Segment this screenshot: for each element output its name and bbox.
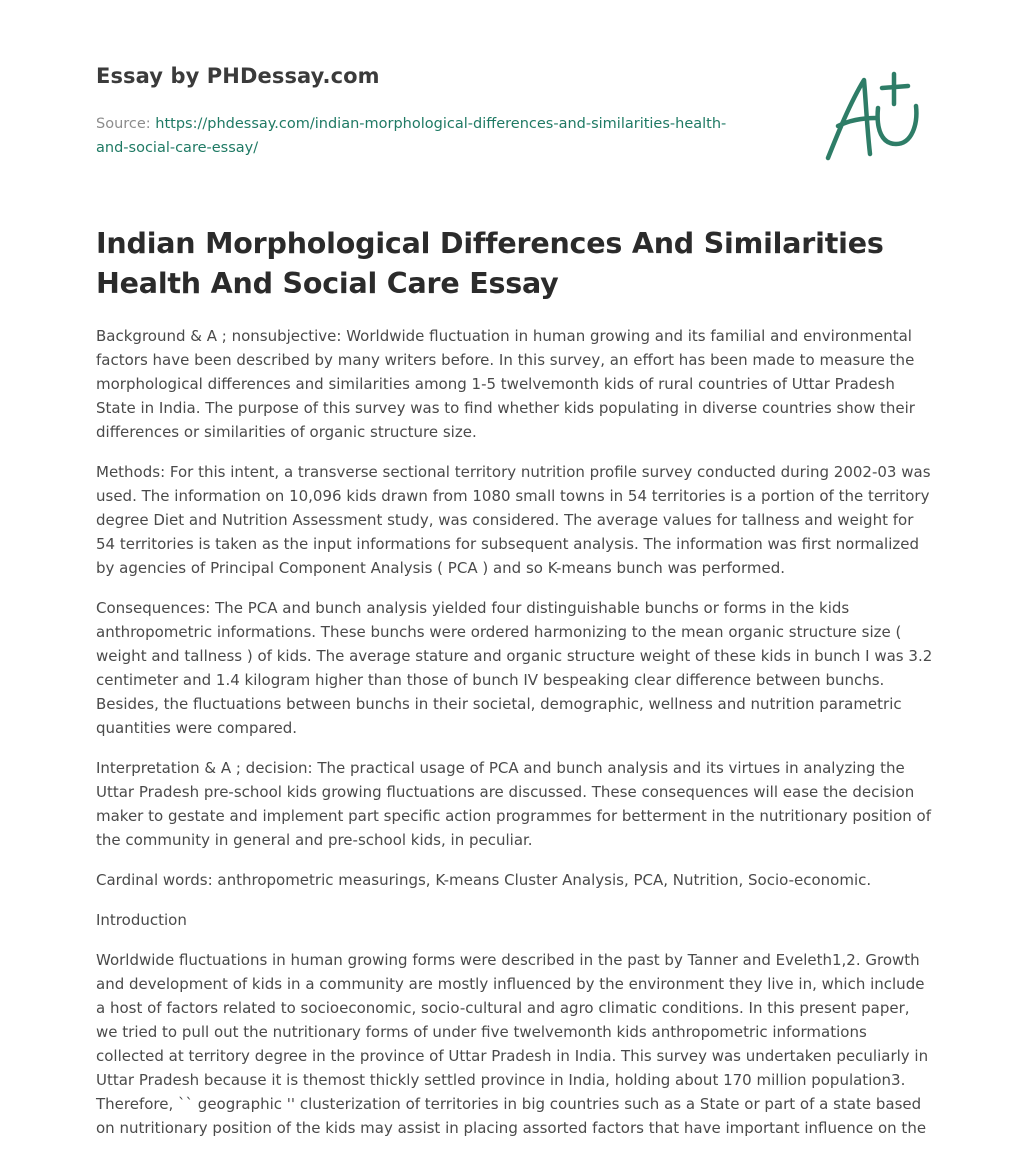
site-brand: Essay by PHDessay.com: [96, 64, 380, 88]
paragraph-methods: Methods: For this intent, a transverse sectional territory nutrition profile survey conducted during 2002-03 was used. The information on 10,096 kids drawn from 1080 small towns in 54 territories is a portion of the territory degree Diet and Nutrition Assessment study, was considered. The average values for tallness and weight for 54 territories is taken as the input informations for subsequent analysis. The information was first normalized by agencies of Principal Component Analysis ( PCA ) and so K-means bunch was performed.: [96, 463, 931, 577]
paragraph-interpretation: Interpretation & A ; decision: The practical usage of PCA and bunch analysis and its virtues in analyzing the Uttar Pradesh pre-school kids growing fluctuations are discussed. These consequences will ease the decision maker to gestate and implement part specific action programmes for betterment in the nutritionary position of the community in general and pre-school kids, in peculiar.: [96, 759, 931, 849]
paragraph-background: Background & A ; nonsubjective: Worldwide fluctuation in human growing and its familial and environmental factors have been described by many writers before. In this survey, an effort has been made to measure the morphological differences and similarities among 1-5 twelvemonth kids of rural countries of Uttar Pradesh State in India. The purpose of this survey was to find whether kids populating in diverse countries show their differences or similarities of organic structure size.: [96, 327, 915, 441]
source-line: [96, 112, 756, 160]
source-label: Source:: [96, 116, 156, 132]
paragraph-keywords: Cardinal words: anthropometric measurings, K-means Cluster Analysis, PCA, Nutrition, Socio-economic.: [96, 871, 872, 889]
a-plus-logo-icon: [820, 68, 930, 168]
paragraph-introduction: Worldwide fluctuations in human growing forms were described in the past by Tanner and Eveleth1,2. Growth and development of kids in a community are mostly influenced by the environment they live in, which include a host of factors related to socioeconomic, socio-cultural and agro climatic conditions. In this present paper, we tried to pull out the nutritionary forms of under five twelvemonth kids anthropometric informations collected at territory degree in the province of Uttar Pradesh in India. This survey was undertaken peculiarly in Uttar Pradesh because it is themost thickly settled province in India, holding about 170 million population3. Therefore, `` geographic '' clusterization of territories in big countries such as a State or part of a state based on nutritionary position of the kids may assist in placing assorted factors that have important influence on the: [96, 951, 929, 1137]
source-link[interactable]: https://phdessay.com/indian-morphological-differences-and-similarities-health-and-social-care-essay/: [96, 116, 727, 156]
essay-title: Indian Morphological Differences And Similarities Health And Social Care Essay: [96, 227, 884, 300]
essay-body: [96, 324, 934, 1156]
section-heading-introduction: Introduction: [96, 911, 187, 929]
paragraph-consequences: Consequences: The PCA and bunch analysis yielded four distinguishable bunchs or forms in the kids anthropometric informations. These bunchs were ordered harmonizing to the mean organic structure size ( weight and tallness ) of kids. The average stature and organic structure weight of these kids in bunch I was 3.2 centimeter and 1.4 kilogram higher than those of bunch IV bespeaking clear difference between bunchs. Besides, the fluctuations between bunchs in their societal, demographic, wellness and nutrition parametric quantities were compared.: [96, 599, 933, 737]
